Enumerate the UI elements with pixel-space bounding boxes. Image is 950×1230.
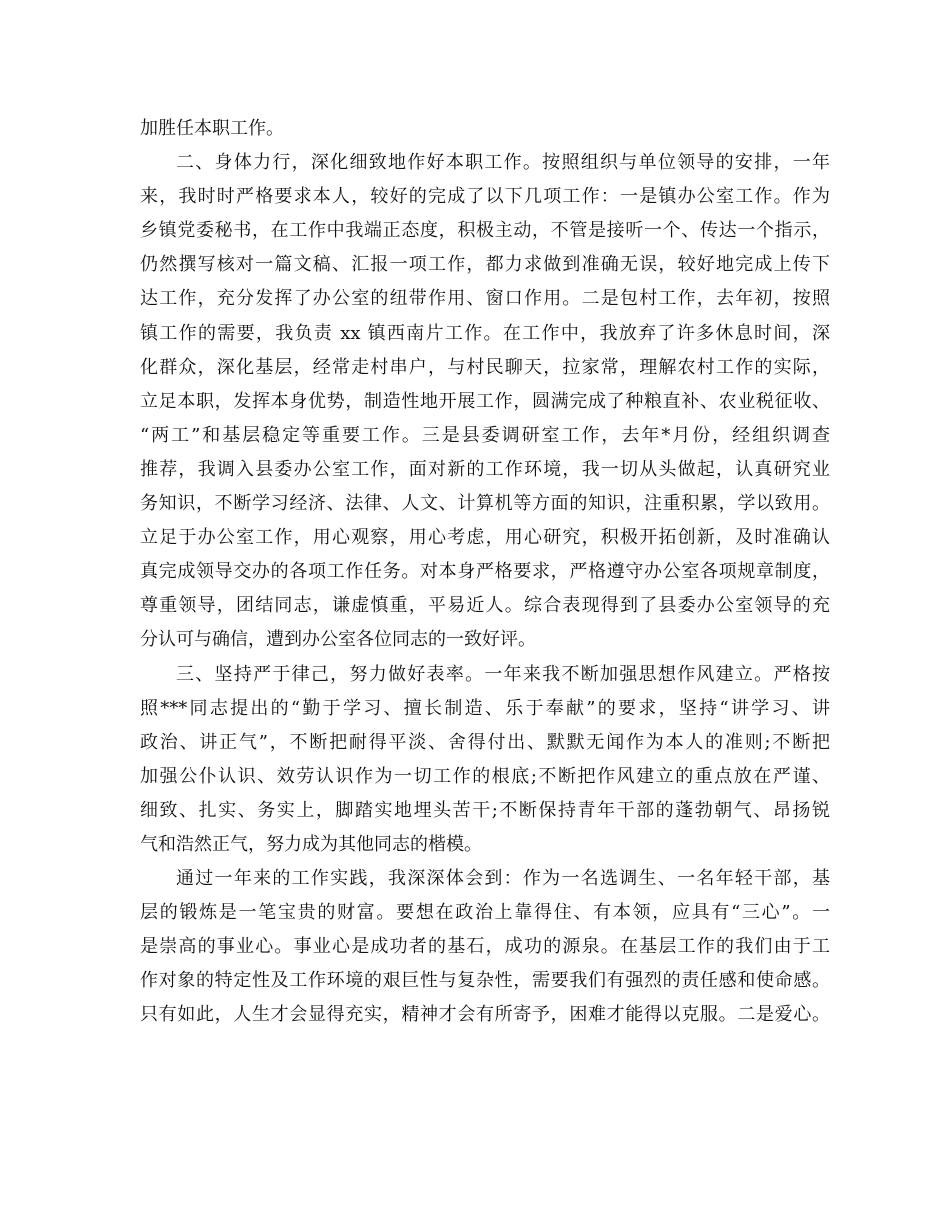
text-line: 加强公仆认识、效劳认识作为一切工作的根底;不断把作风建立的重点放在严谨、	[140, 765, 830, 787]
document-body	[140, 112, 830, 1033]
text-line: 二、身体力行，深化细致地作好本职工作。按照组织与单位领导的安排，一年	[176, 152, 830, 174]
text-line: 加胜任本职工作。	[140, 118, 284, 139]
text-line: 立足于办公室工作，用心观察，用心考虑，用心研究，积极开拓创新，及时准确认	[140, 527, 830, 549]
text-line: 政治、讲正气”，不断把耐得平淡、舍得付出、默默无闻作为本人的准则;不断把	[140, 731, 830, 753]
text-line: 达工作，充分发挥了办公室的纽带作用、窗口作用。二是包村工作，去年初，按照	[140, 288, 830, 310]
text-line: 照***同志提出的“勤于学习、擅长制造、乐于奉献”的要求，坚持“讲学习、讲	[140, 697, 830, 719]
text-line: 尊重领导，团结同志，谦虚慎重，平易近人。综合表现得到了县委办公室领导的充	[140, 595, 830, 617]
text-line: 通过一年来的工作实践，我深深体会到：作为一名选调生、一名年轻干部，基	[176, 868, 830, 890]
text-line: 推荐，我调入县委办公室工作，面对新的工作环境，我一切从头做起，认真研究业	[140, 458, 830, 480]
text-line: 分认可与确信，遭到办公室各位同志的一致好评。	[140, 629, 536, 651]
text-line: 来，我时时严格要求本人，较好的完成了以下几项工作：一是镇办公室工作。作为	[140, 186, 830, 208]
text-line: 气和浩然正气，努力成为其他同志的楷模。	[140, 833, 482, 855]
text-line: 是崇高的事业心。事业心是成功者的基石，成功的源泉。在基层工作的我们由于工	[140, 936, 830, 958]
text-line: 立足本职，发挥本身优势，制造性地开展工作，圆满完成了种粮直补、农业税征收、	[140, 390, 830, 412]
text-line: 层的锻炼是一笔宝贵的财富。要想在政治上靠得住、有本领，应具有“三心”。一	[140, 902, 830, 924]
text-line: 乡镇党委秘书，在工作中我端正态度，积极主动，不管是接听一个、传达一个指示，	[140, 220, 830, 242]
text-line: 只有如此，人生才会显得充实，精神才会有所寄予，困难才能得以克服。二是爱心。	[140, 1004, 830, 1026]
text-line: 细致、扎实、务实上，脚踏实地埋头苦干;不断保持青年干部的蓬勃朝气、昂扬锐	[140, 799, 830, 821]
text-line: 真完成领导交办的各项工作任务。对本身严格要求，严格遵守办公室各项规章制度，	[140, 561, 830, 583]
text-line: 务知识，不断学习经济、法律、人文、计算机等方面的知识，注重积累，学以致用。	[140, 493, 830, 515]
text-line: 化群众，深化基层，经常走村串户，与村民聊天，拉家常，理解农村工作的实际，	[140, 356, 830, 378]
text-line: 作对象的特定性及工作环境的艰巨性与复杂性，需要我们有强烈的责任感和使命感。	[140, 970, 830, 992]
text-line: “两工”和基层稳定等重要工作。三是县委调研室工作，去年*月份，经组织调查	[140, 424, 830, 446]
text-line: 三、坚持严于律己，努力做好表率。一年来我不断加强思想作风建立。严格按	[176, 663, 830, 685]
text-line: 镇工作的需要，我负责 xx 镇西南片工作。在工作中，我放弃了许多休息时间，深	[140, 322, 830, 344]
text-line: 仍然撰写核对一篇文稿、汇报一项工作，都力求做到准确无误，较好地完成上传下	[140, 254, 830, 276]
